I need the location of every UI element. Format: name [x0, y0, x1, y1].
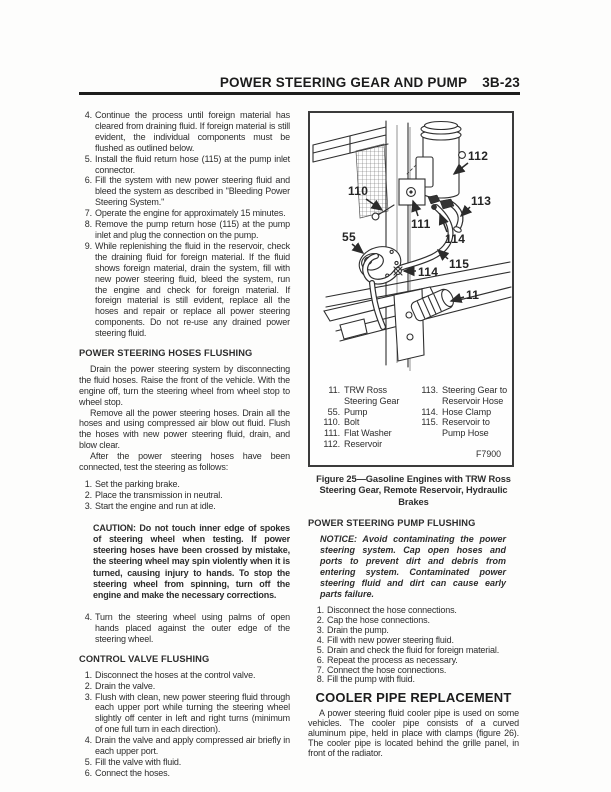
- callout-112: 112: [468, 149, 489, 163]
- list-text: Connect the hoses.: [95, 767, 170, 778]
- legend-number: 55.: [327, 406, 340, 417]
- callout-110: 110: [348, 184, 369, 198]
- paragraph: Remove all the power steering hoses. Drain all the hoses and using compressed air blow out fluid. Flush the hoses with new power steering fluid, drain, and blow clear.: [79, 407, 290, 451]
- list-item: [308, 675, 519, 685]
- legend-text: Bolt: [344, 417, 360, 428]
- list-item: [79, 768, 290, 779]
- legend-number: 114.: [421, 406, 438, 417]
- list-number: 8.: [84, 219, 92, 230]
- paragraph: After the power steering hoses have been connected, test the steering as follows:: [79, 451, 290, 473]
- list-item: [79, 175, 290, 208]
- page-title: POWER STEERING GEAR AND PUMP: [219, 75, 468, 90]
- legend-number: 113.: [421, 385, 438, 395]
- figure-caption: Figure 25—Gasoline Engines with TRW Ross Steering Gear, Remote Reservoir, Hydraulic Brakes: [316, 474, 511, 507]
- list-number: 6.: [84, 175, 92, 186]
- list-text: Connect the hose connections.: [327, 664, 447, 675]
- right-column: [308, 110, 519, 758]
- list-text: Remove the pump return hose (115) at the pump inlet and plug the connection on the pump.: [95, 219, 290, 240]
- list-text: Drain the valve and apply compressed air briefly in each upper port.: [95, 735, 290, 757]
- list-number: 2.: [84, 680, 92, 691]
- legend-text: TRW Ross Steering Gear: [344, 385, 400, 406]
- list-number: 1.: [84, 479, 92, 489]
- notice-block: NOTICE: Avoid contaminating the power steering system. Cap open hoses and ports to prevent dirt and debris from entering system. Contaminated power steering fluid and dirt can cause early parts failure.: [320, 534, 506, 600]
- legend-item: [317, 407, 412, 418]
- list-item: [79, 241, 290, 339]
- paragraph: A power steering fluid cooler pipe is used on some vehicles. The cooler pipe consists of a curved aluminum pipe, held in place with clamps (figure 26). The cooler pipe is located behind the grille panel, in front of the radiator.: [308, 708, 519, 759]
- list-text: Fill the pump with fluid.: [327, 674, 415, 685]
- legend-column-right: [412, 385, 510, 450]
- legend-number: 111.: [324, 428, 340, 439]
- list-item: [79, 501, 290, 512]
- section-heading-pump-flushing: POWER STEERING PUMP FLUSHING: [308, 518, 476, 529]
- list-number: 5.: [84, 153, 92, 164]
- legend-column-left: [317, 385, 412, 450]
- figure-code: F7900: [476, 449, 501, 460]
- legend-item: [412, 417, 510, 439]
- list-item: [79, 479, 290, 490]
- legend-number: 115.: [421, 417, 438, 428]
- list-text: Install the fluid return hose (115) at the pump inlet connector.: [95, 153, 290, 175]
- legend-text: Reservoir: [344, 438, 383, 449]
- figure-box: [308, 111, 514, 467]
- list-number: 1.: [316, 605, 324, 616]
- list-number: 6.: [316, 654, 324, 665]
- legend-number: 112.: [323, 438, 340, 449]
- list-text: Disconnect the hoses at the control valve.: [95, 669, 256, 680]
- list-number: 6.: [84, 767, 92, 778]
- callout-114-upper: 114: [445, 232, 466, 246]
- list-number: 9.: [84, 240, 92, 251]
- list-number: 3.: [316, 624, 324, 635]
- section-heading-cooler-pipe: COOLER PIPE REPLACEMENT: [315, 690, 512, 706]
- list-number: 4.: [84, 110, 92, 120]
- list-number: 7.: [316, 664, 324, 675]
- list-text: Cap the hose connections.: [327, 615, 430, 626]
- list-item: [79, 154, 290, 176]
- pump-flushing-steps: [308, 606, 519, 685]
- list-number: 2.: [84, 489, 92, 500]
- list-item: [79, 612, 290, 645]
- legend-item: [317, 439, 412, 450]
- list-item: [79, 670, 290, 681]
- legend-item: [317, 428, 412, 439]
- list-number: 4.: [84, 735, 92, 746]
- list-text: Drain the pump.: [327, 624, 389, 635]
- list-text: Operate the engine for approximately 15 minutes.: [95, 208, 286, 219]
- list-number: 3.: [84, 500, 92, 511]
- legend-number: 110.: [323, 417, 340, 428]
- list-number: 4.: [316, 634, 324, 645]
- list-text: While replenishing the fluid in the reservoir, check the draining fluid for foreign material. If the fluid shows foreign material, drain the system, fill with new power steering fluid, bleed the system, run the engine and check for foreign material. If foreign material is still evident, replace all the hoses and repair or replace all power steering components. Do not re-use any drained power steering fluid.: [95, 240, 290, 339]
- page-number: 3B-23: [482, 75, 520, 90]
- figure-legend: [317, 385, 510, 450]
- list-number: 7.: [84, 208, 92, 219]
- list-text: Repeat the process as necessary.: [327, 654, 458, 665]
- list-text: Disconnect the hose connections.: [327, 605, 457, 616]
- page-header: [79, 75, 520, 90]
- legend-text: Flat Washer: [344, 428, 392, 439]
- legend-item: [412, 407, 510, 418]
- list-text: Flush with clean, new power steering fluid through each upper port while turning the steering wheel slightly off center in left and right turns (minimum of one full turn in each direction).: [95, 691, 290, 735]
- list-number: 1.: [84, 669, 92, 680]
- left-column: [79, 110, 290, 779]
- list-text: Fill the valve with fluid.: [95, 757, 182, 768]
- list-text: Set the parking brake.: [95, 479, 180, 489]
- list-number: 2.: [316, 615, 324, 626]
- list-number: 4.: [84, 612, 92, 623]
- list-text: Start the engine and run at idle.: [95, 500, 216, 511]
- list-text: Fill the system with new power steering fluid and bleed the system as described in "Bleeding Power Steering System.": [95, 175, 290, 208]
- caution-block: CAUTION: Do not touch inner edge of spokes of steering wheel when testing. If power steering hoses have been crossed by mistake, the steering wheel may spin violently when it is turned, causing injury to hands. To stop the steering wheel from spinning, turn off the engine and make the necessary corrections.: [93, 522, 290, 600]
- callout-115: 115: [449, 257, 470, 271]
- list-number: 5.: [84, 757, 92, 768]
- list-number: 5.: [316, 644, 324, 655]
- legend-text: Reservoir to Pump Hose: [442, 417, 490, 439]
- list-item: [79, 692, 290, 736]
- legend-number: 11.: [328, 385, 340, 395]
- callout-11: 11: [466, 288, 480, 302]
- power-steering-diagram: [310, 115, 512, 383]
- list-item: [79, 681, 290, 692]
- list-item: [79, 735, 290, 757]
- list-item: [79, 757, 290, 768]
- section-heading-control-valve: CONTROL VALVE FLUSHING: [79, 653, 210, 664]
- list-item: [79, 208, 290, 219]
- callout-55: 55: [342, 230, 356, 244]
- list-number: 8.: [316, 674, 324, 685]
- legend-text: Hose Clamp: [442, 406, 492, 417]
- section-heading-hoses-flushing: POWER STEERING HOSES FLUSHING: [79, 348, 253, 359]
- list-item: [79, 219, 290, 241]
- list-item: [79, 110, 290, 154]
- callout-111: 111: [411, 217, 431, 231]
- list-text: Continue the process until foreign material has cleared from draining fluid. If foreign material is still evident, the individual components must be flushed as outlined below.: [95, 110, 290, 153]
- legend-text: Pump: [344, 406, 368, 417]
- legend-item: [412, 385, 510, 407]
- list-number: 3.: [84, 691, 92, 702]
- list-text: Fill with new power steering fluid.: [327, 634, 454, 645]
- list-text: Turn the steering wheel using palms of open hands placed against the outer edge of the steering wheel.: [95, 612, 290, 644]
- paragraph: Drain the power steering system by disconnecting the fluid hoses. Raise the front of the vehicle. With the engine off, turn the steering wheel from wheel stop to wheel stop.: [79, 363, 290, 407]
- callout-114-lower: 114: [418, 265, 439, 279]
- callout-113: 113: [471, 194, 492, 208]
- list-text: Drain and check the fluid for foreign material.: [327, 644, 500, 655]
- legend-text: Steering Gear to Reservoir Hose: [442, 385, 508, 406]
- list-text: Place the transmission in neutral.: [95, 489, 223, 500]
- header-rule: [79, 92, 520, 95]
- legend-item: [317, 417, 412, 428]
- legend-item: [317, 385, 412, 407]
- list-text: Drain the valve.: [95, 680, 156, 691]
- list-item: [79, 490, 290, 501]
